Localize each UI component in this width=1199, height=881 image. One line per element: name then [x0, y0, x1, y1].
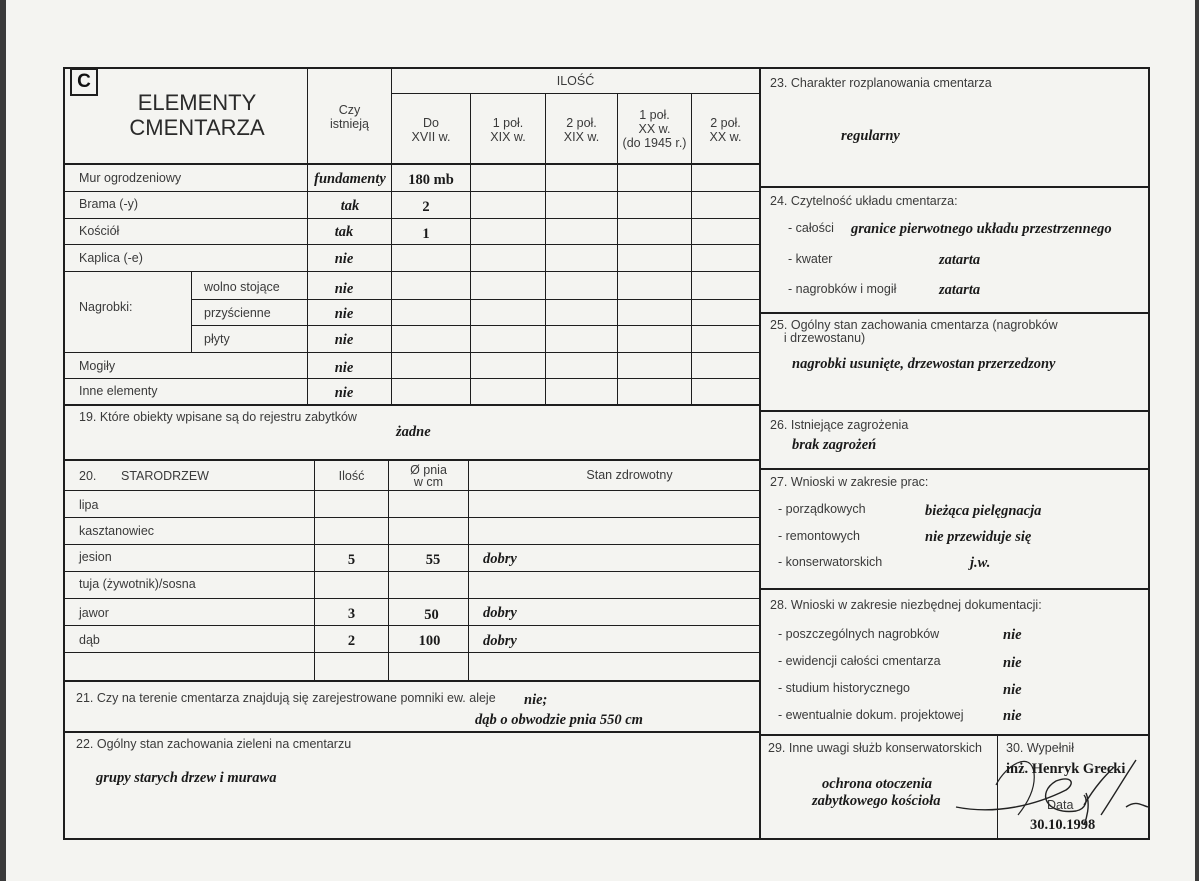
- row-line: [63, 517, 760, 518]
- q23-value: regularny: [841, 128, 900, 144]
- starodrzew-title: STARODRZEW: [121, 469, 209, 483]
- col-line: [191, 271, 192, 353]
- starodrzew-num: 20.: [79, 469, 97, 483]
- section-line: [760, 410, 1150, 412]
- q24-item-label: - nagrobków i mogił: [788, 282, 897, 296]
- tree-species: tuja (żywotnik)/sosna: [79, 577, 196, 591]
- q28-item-label: - ewidencji całości cmentarza: [778, 654, 941, 668]
- tree-state: dobry: [483, 605, 517, 621]
- nagrobki-sub-label: wolno stojące: [204, 280, 280, 294]
- row-line: [63, 571, 760, 572]
- q27-item-label: - konserwatorskich: [778, 555, 883, 569]
- q28-label: 28. Wnioski w zakresie niezbędnej dokumentacji:: [770, 598, 1042, 612]
- element-label: Kaplica (-e): [79, 251, 143, 265]
- page-title: ELEMENTY CMENTARZA: [129, 90, 265, 140]
- element-label: Inne elementy: [79, 384, 158, 398]
- section-line: [760, 312, 1150, 314]
- q30-date-label: Data: [1047, 798, 1074, 812]
- q29-label: 29. Inne uwagi służb konserwatorskich: [768, 741, 983, 755]
- section-line: [760, 588, 1150, 590]
- q28-item-label: - ewentualnie dokum. projektowej: [778, 708, 964, 722]
- q28-item-label: - studium historycznego: [778, 681, 911, 695]
- q27-label: 27. Wnioski w zakresie prac:: [770, 475, 929, 489]
- q21-value: nie;: [524, 692, 548, 708]
- q26-label: 26. Istniejące zagrożenia: [770, 418, 909, 432]
- row-line: [63, 625, 760, 626]
- q30-name: inż. Henryk Grecki: [1006, 761, 1126, 777]
- element-exists: fundamenty: [314, 171, 386, 187]
- nagrobki-exists: nie: [334, 306, 354, 322]
- q30-label: 30. Wypełnił: [1006, 741, 1074, 755]
- starodrzew-col-stan: Stan zdrowotny: [586, 468, 673, 482]
- section-line: [63, 731, 760, 733]
- element-label: Mur ogrodzeniowy: [79, 171, 182, 185]
- main-divider: [759, 67, 761, 840]
- q19-label: 19. Które obiekty wpisane są do rejestru zabytków: [79, 410, 357, 424]
- element-label: Brama (-y): [79, 197, 139, 211]
- element-qty: 2: [422, 199, 430, 215]
- row-line: [63, 244, 760, 245]
- q24-item-label: - całości: [788, 221, 834, 235]
- period-header: 1 poł. XX w. (do 1945 r.): [622, 108, 687, 150]
- period-header: 1 poł. XIX w.: [490, 116, 526, 144]
- tree-species: dąb: [79, 633, 100, 647]
- q28-item-value: nie: [1003, 682, 1022, 698]
- q28-item-value: nie: [1003, 627, 1022, 643]
- element-exists: tak: [334, 224, 354, 240]
- czy-istnieja-header: Czy istnieją: [330, 103, 369, 131]
- element-qty: 1: [422, 226, 430, 242]
- tree-state: dobry: [483, 633, 517, 649]
- nagrobki-exists: nie: [334, 281, 354, 297]
- section-line: [63, 404, 760, 406]
- q22-value: grupy starych drzew i murawa: [96, 770, 277, 786]
- row-line: [63, 191, 760, 192]
- section-line: [760, 186, 1150, 188]
- q28-item-label: - poszczególnych nagrobków: [778, 627, 940, 641]
- tree-species: jawor: [79, 606, 109, 620]
- q22-label: 22. Ogólny stan zachowania zieleni na cmentarzu: [76, 737, 352, 751]
- tree-species: kasztanowiec: [79, 524, 155, 538]
- starodrzew-col-ilosc: Ilość: [338, 469, 365, 483]
- q27-item-label: - remontowych: [778, 529, 860, 543]
- tree-species: lipa: [79, 498, 99, 512]
- tree-qty: 5: [347, 552, 356, 568]
- section-line: [63, 459, 760, 461]
- row-line: [63, 544, 760, 545]
- q29-value: ochrona otoczenia: [822, 776, 932, 792]
- nagrobki-exists: nie: [334, 332, 354, 348]
- q24-label: 24. Czytelność układu cmentarza:: [770, 194, 958, 208]
- nagrobki-sub-label: przyścienne: [204, 306, 271, 320]
- row-line: [63, 271, 760, 272]
- element-exists: nie: [334, 251, 354, 267]
- tree-diam: 100: [418, 633, 441, 649]
- tree-qty: 3: [347, 606, 356, 622]
- element-exists: nie: [334, 385, 354, 401]
- header-bottom: [63, 163, 760, 165]
- q24-item-value: zatarta: [939, 282, 981, 298]
- row-line: [63, 652, 760, 653]
- frame-top: [63, 67, 1150, 69]
- section-line: [760, 468, 1150, 470]
- tree-state: dobry: [483, 551, 517, 567]
- element-label: Kościół: [79, 224, 120, 238]
- section-line: [760, 734, 1150, 736]
- q27-item-value: j.w.: [970, 555, 991, 571]
- q27-item-label: - porządkowych: [778, 502, 866, 516]
- q23-label: 23. Charakter rozplanowania cmentarza: [770, 76, 992, 90]
- q30-date: 30.10.1998: [1030, 817, 1096, 833]
- ilosc-underline: [391, 93, 760, 94]
- period-header: 2 poł. XIX w.: [563, 116, 600, 144]
- starodrzew-col-pnia: Ø pnia w cm: [410, 463, 447, 489]
- q21-value-detail: dąb o obwodzie pnia 550 cm: [475, 712, 643, 728]
- form-sheet: [6, 0, 1195, 881]
- period-header: 2 poł. XX w.: [709, 116, 742, 144]
- row-line: [191, 299, 760, 300]
- section-letter: C: [70, 68, 98, 96]
- frame-left: [63, 67, 65, 840]
- element-qty: 180 mb: [408, 172, 454, 188]
- q24-item-label: - kwater: [788, 252, 833, 266]
- tree-diam: 50: [424, 607, 439, 623]
- row-line: [63, 490, 760, 491]
- row-line: [63, 352, 760, 353]
- q28-item-value: nie: [1003, 655, 1022, 671]
- element-exists: tak: [340, 198, 360, 214]
- q29-value-detail: zabytkowego kościoła: [812, 793, 941, 809]
- tree-species: jesion: [79, 550, 112, 564]
- ilosc-header: ILOŚĆ: [556, 74, 595, 88]
- q27-item-value: nie przewiduje się: [925, 529, 1032, 545]
- row-line: [191, 325, 760, 326]
- q25-value: nagrobki usunięte, drzewostan przerzedzony: [792, 356, 1056, 372]
- q26-value: brak zagrożeń: [792, 437, 877, 453]
- row-line: [63, 218, 760, 219]
- element-label: Mogiły: [79, 359, 116, 373]
- frame-bottom: [63, 838, 1150, 840]
- q19-value: żadne: [396, 424, 431, 440]
- q24-item-value: zatarta: [939, 252, 981, 268]
- period-header: Do XVII w.: [411, 116, 451, 144]
- frame-right: [1148, 67, 1150, 840]
- q21-label: 21. Czy na terenie cmentarza znajdują się zarejestrowane pomniki ew. aleje: [76, 691, 496, 705]
- tree-qty: 2: [347, 633, 356, 649]
- element-exists: nie: [334, 360, 354, 376]
- tree-diam: 55: [425, 552, 441, 568]
- signature-image: [936, 745, 1166, 835]
- nagrobki-label: Nagrobki:: [79, 300, 133, 314]
- section-line: [63, 680, 760, 682]
- q28-item-value: nie: [1003, 708, 1022, 724]
- q24-item-value: granice pierwotnego układu przestrzennego: [851, 221, 1112, 237]
- row-line: [63, 598, 760, 599]
- q25-label: 25. Ogólny stan zachowania cmentarza (nagrobków i drzewostanu): [770, 318, 1058, 345]
- nagrobki-sub-label: płyty: [204, 332, 230, 346]
- q27-item-value: bieżąca pielęgnacja: [925, 503, 1042, 519]
- row-line: [63, 378, 760, 379]
